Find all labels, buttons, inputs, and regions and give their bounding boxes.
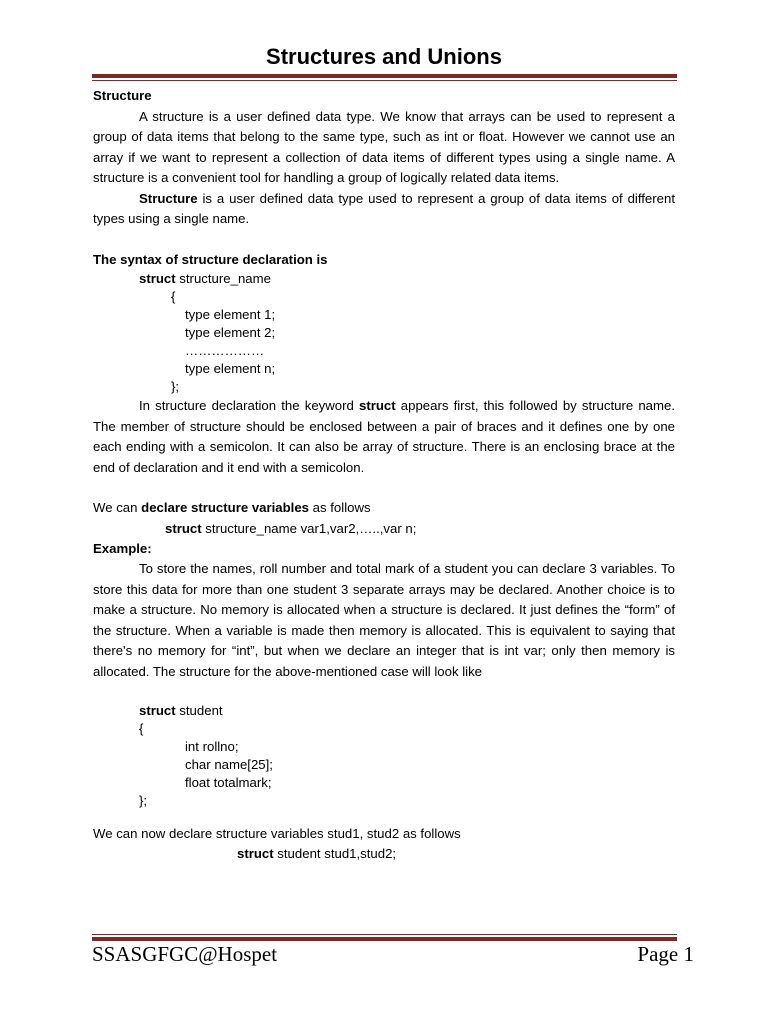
syntax-struct-name: structure_name xyxy=(175,271,271,286)
student-struct-name: student xyxy=(175,703,223,718)
header-rule-thin xyxy=(92,80,677,81)
struct-keyword: struct xyxy=(139,703,176,718)
final-code-rest: student stud1,stud2; xyxy=(273,845,397,861)
paragraph-3-keyword: struct xyxy=(358,398,396,413)
footer-institution: SSASGFGC@Hospet xyxy=(92,942,278,966)
struct-keyword: struct xyxy=(139,271,176,286)
example-heading: Example: xyxy=(93,540,152,556)
declare-line-a: We can xyxy=(93,500,142,515)
footer-rule-thin xyxy=(92,934,677,935)
paragraph-1: A structure is a user defined data type. We know that arrays can be used to represent a group of data items that belong to the same type, such as int or float. However we cannot use an array if we want to represent a collection of data items of different types using a single name. A structure is a convenient tool for handling a group of logically related data items. xyxy=(93,108,675,185)
syntax-element: type element n; xyxy=(185,361,276,376)
syntax-heading: The syntax of structure declaration is xyxy=(93,251,328,267)
syntax-element: ……………… xyxy=(185,343,265,358)
header-rule-thick xyxy=(92,74,677,78)
document-body xyxy=(93,86,675,863)
paragraph-3-text-b: appears first, this followed by structure name. The member of structure should be enclosed between a pair of braces and it defines one by one each ending with a semicolon. It can also be array of structure. There is an enclosing brace at the end of declaration and it end with a semicolon. xyxy=(93,398,675,475)
declare-code-line xyxy=(93,519,675,539)
syntax-open-brace: { xyxy=(171,289,176,304)
final-line: We can now declare structure variables stud1, stud2 as follows xyxy=(93,826,461,841)
struct-keyword: struct xyxy=(165,520,202,536)
syntax-code-line xyxy=(93,270,675,288)
page-number: Page 1 xyxy=(637,942,694,966)
student-open-brace: { xyxy=(139,721,144,736)
section-heading: Structure xyxy=(93,88,152,103)
footer-rule-thick xyxy=(92,937,677,941)
paragraph-2-text: is a user defined data type used to represent a group of data items of different types using a single name. xyxy=(93,190,675,226)
declare-line-bold: declare structure variables xyxy=(141,500,310,515)
paragraph-3-text-a: In structure declaration the keyword xyxy=(139,398,359,413)
declare-line xyxy=(93,498,675,519)
syntax-element: type element 1; xyxy=(185,307,276,322)
syntax-close-brace: }; xyxy=(171,379,180,394)
declare-line-b: as follows xyxy=(309,500,371,515)
paragraph-3 xyxy=(93,396,675,478)
syntax-element: type element 2; xyxy=(185,325,276,340)
paragraph-2 xyxy=(93,189,675,230)
student-member: int rollno; xyxy=(185,739,239,754)
page-title: Structures and Unions xyxy=(266,44,502,69)
student-member: float totalmark; xyxy=(185,775,272,790)
declare-code-rest: structure_name var1,var2,…..,var n; xyxy=(201,520,417,536)
final-code-line xyxy=(93,845,675,863)
student-member: char name[25]; xyxy=(185,757,273,772)
paragraph-4: To store the names, roll number and total mark of a student you can declare 3 variables. To store this data for more than one student 3 separate arrays may be declared. Another choice is to make a structure. No memory is allocated when a structure is declared. It just defines the “form” of the structure. When a variable is made then memory is allocated. This is equivalent to saying that there's no memory for “int”, but when we declare an integer that is int var; only then memory is allocated. The structure for the above-mentioned case will look like xyxy=(93,561,675,679)
student-close-brace: }; xyxy=(139,793,148,808)
paragraph-2-bold: Structure xyxy=(139,190,198,206)
student-code-line xyxy=(93,702,675,720)
struct-keyword: struct xyxy=(237,845,274,861)
